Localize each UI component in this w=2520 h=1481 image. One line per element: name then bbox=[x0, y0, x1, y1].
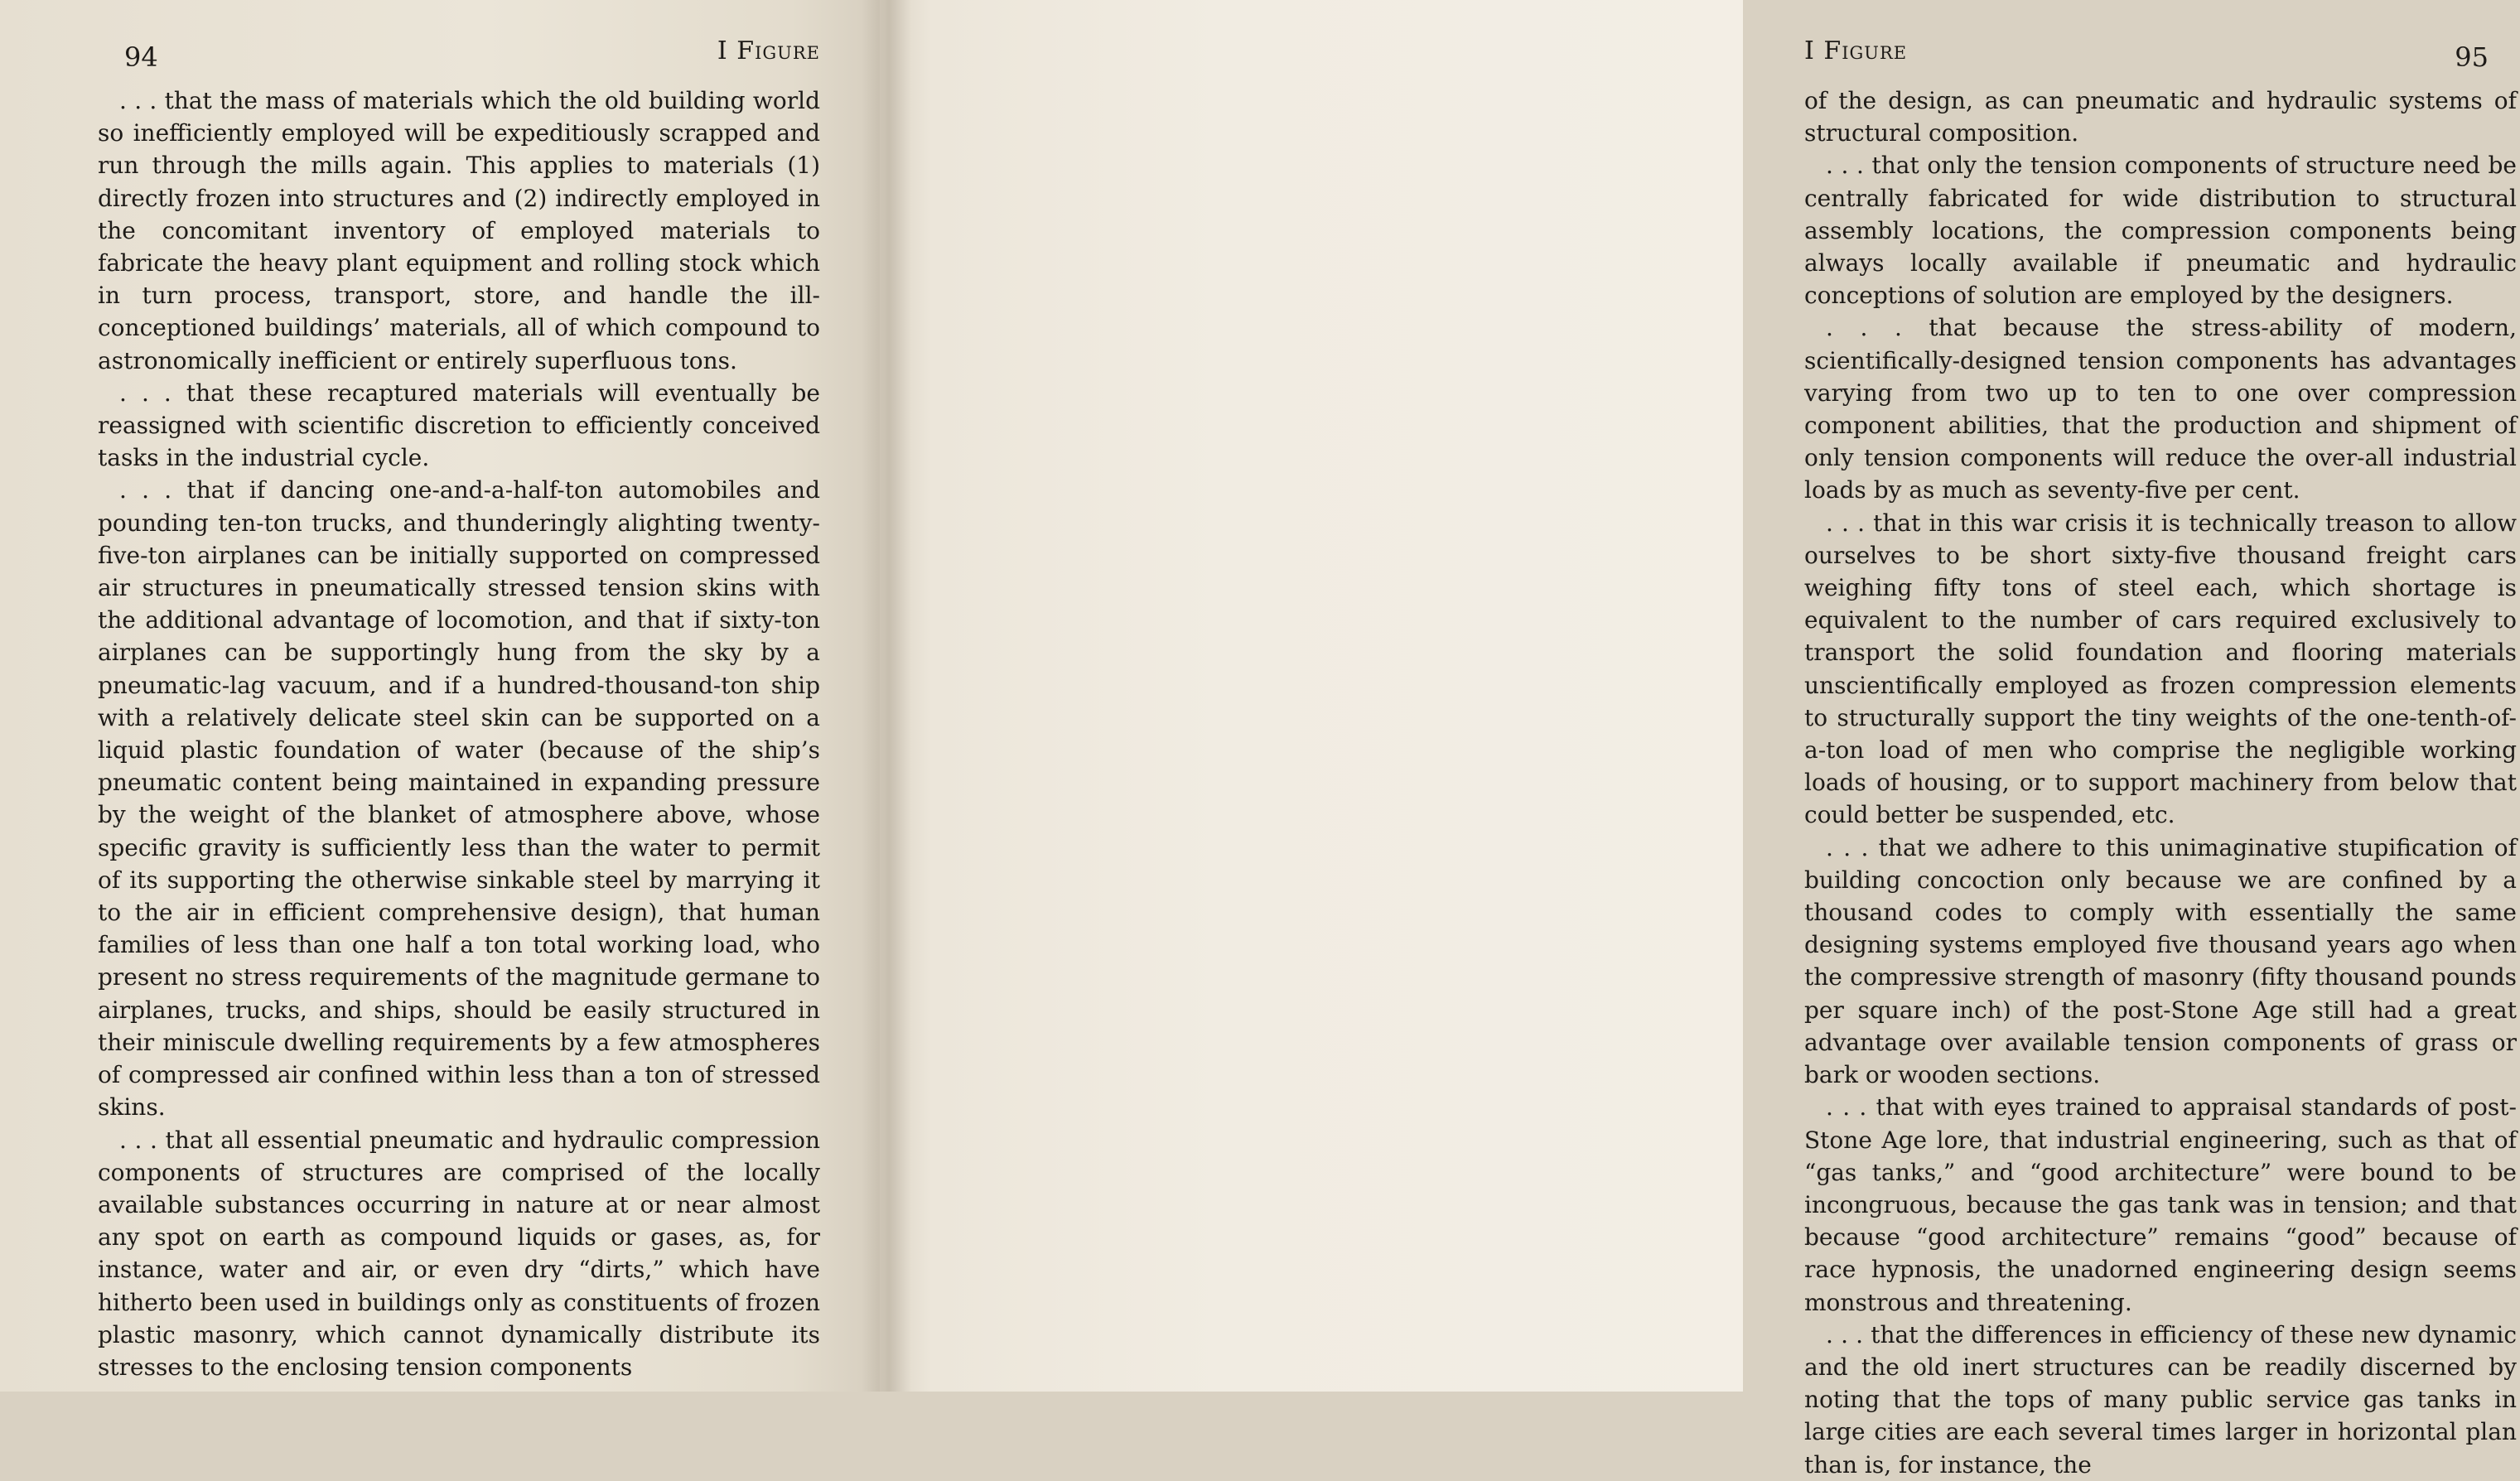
page-number: 94 bbox=[124, 41, 158, 73]
left-page-body bbox=[98, 84, 820, 1383]
left-page bbox=[0, 0, 880, 1392]
paragraph: . . . that the mass of materials which the old building world so inefficiently employed will be expeditiously scrapped and run through the mills again. This applies to materials (1) directly frozen into structures and (2) indirectly employed in the concomitant inventory of employed materials to fabricate the heavy plant equipment and rolling stock which in turn process, transport, store, and handle the ill-conceptioned buildings’ materials, all of which compound to astronomically inefficient or entirely superfluous tons. bbox=[98, 87, 820, 374]
continued-paragraph: of the design, as can pneumatic and hydraulic systems of structural composition. bbox=[1804, 87, 2517, 147]
right-page-header bbox=[1804, 36, 2520, 78]
paragraph: . . . that if dancing one-and-a-half-ton automobiles and pounding ten-ton trucks, and thunderingly alighting twenty-five-ton airplanes can be initially supported on compressed air structures in pneumatically stressed tension skins with the additional advantage of locomotion, and that if sixty-ton airplanes can be supportingly hung from the sky by a pneumatic-lag vacuum, and if a hundred-thousand-ton ship with a relatively delicate steel skin can be supported on a liquid plastic foundation of water (because of the ship’s pneumatic content being maintained in expanding pressure by the weight of the blanket of atmosphere above, whose specific gravity is sufficiently less than the water to permit of its supporting the otherwise sinkable steel by marrying it to the air in efficient comprehensive design), that human families of less than one half a ton total working load, who present no stress requirements of the magnitude germane to airplanes, trucks, and ships, should be easily structured in their miniscule dwelling requirements by a few atmospheres of compressed air confined within less than a ton of stressed skins. bbox=[98, 476, 820, 1122]
paragraph: . . . that in this war crisis it is technically treason to allow ourselves to be short sixty-five thousand freight cars weighing fifty tons of steel each, which shortage is equivalent to the number of cars required exclusively to transport the solid foundation and flooring materials unscientifically employed as frozen compression elements to structurally support the tiny weights of the one-tenth-of-a-ton load of men who comprise the negligible working loads of housing, or to support machinery from below that could better be suspended, etc. bbox=[1804, 509, 2517, 829]
paragraph: . . . that these recaptured materials will eventually be reassigned with scientific discretion to efficiently conceived tasks in the industrial cycle. bbox=[98, 379, 820, 472]
running-title: I Figure bbox=[1804, 36, 1908, 65]
paragraph: . . . that only the tension components of structure need be centrally fabricated for wide distribution to structural assembly locations, the compression components being always locally available if pneumatic and hydraulic conceptions of solution are employed by the designers. bbox=[1804, 152, 2517, 310]
right-page bbox=[880, 0, 2517, 1479]
paragraph: . . . that with eyes trained to appraisal standards of post-Stone Age lore, that industrial engineering, such as that of “gas tanks,” and “good architecture” were bound to be incongruous, because the gas tank was in tension; and that because “good architecture” remains “good” because of race hypnosis, the unadorned engineering design seems monstrous and threatening. bbox=[1804, 1093, 2517, 1316]
paragraph: . . . that because the stress-ability of modern, scientifically-designed tension components has advantages varying from two up to ten to one over compression component abilities, that the production and shipment of only tension components will reduce the over-all industrial loads by as much as seventy-five per cent. bbox=[1804, 314, 2517, 504]
paragraph: . . . that the differences in efficiency of these new dynamic and the old inert structures can be readily discerned by noting that the tops of many public service gas tanks in large cities are each several times larger in horizontal plan than is, for instance, the bbox=[1804, 1320, 2517, 1479]
left-page-header bbox=[98, 36, 820, 78]
paragraph: . . . that all essential pneumatic and hydraulic compression components of structures are comprised of the locally available substances occurring in nature at or near almost any spot on earth as compound liquids or gases, as, for instance, water and air, or even dry “dirts,” which have hitherto been used in buildings only as constituents of frozen plastic masonry, which cannot dynamically distribute its stresses to the enclosing tension components bbox=[98, 1126, 820, 1381]
running-title: I Figure bbox=[717, 36, 820, 65]
page-number: 95 bbox=[2455, 41, 2489, 73]
right-page-body bbox=[1804, 84, 2517, 1481]
paragraph: . . . that we adhere to this unimaginative stupification of building concoction only because we are confined by a thousand codes to comply with essentially the same designing systems employed five thousand years ago when the compressive strength of masonry (fifty thousand pounds per square inch) of the post-Stone Age still had a great advantage over available tension components of grass or bark or wooden sections. bbox=[1804, 833, 2517, 1089]
